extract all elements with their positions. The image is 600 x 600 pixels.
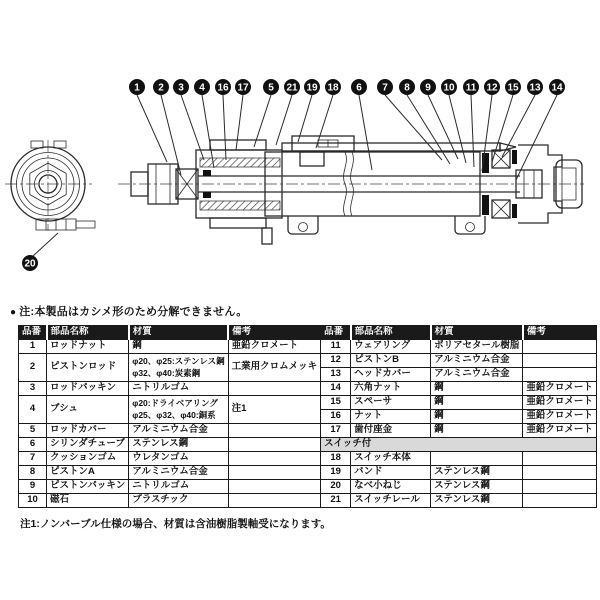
part-no: 4: [19, 396, 47, 424]
svg-text:10: 10: [443, 82, 455, 94]
part-no: 2: [19, 354, 47, 382]
part-name: スイッチレール: [351, 494, 431, 508]
callout-6: [351, 79, 372, 170]
cylinder-side-view: [118, 136, 584, 244]
remarks: 亜鉛クロメート: [523, 382, 597, 396]
switch-section-row: [321, 438, 597, 452]
material: 鋼: [431, 424, 523, 438]
part-name: スイッチ本体: [351, 452, 431, 466]
col-header-remarks: 備考: [228, 326, 321, 340]
part-name: スペーサ: [351, 396, 431, 410]
remarks: 亜鉛クロメート: [523, 424, 597, 438]
table-row: [19, 424, 321, 438]
part-no: 16: [321, 410, 351, 424]
table-row: [321, 340, 597, 354]
svg-text:12: 12: [486, 82, 498, 94]
parts-table-right: [320, 325, 597, 508]
parts-tables: [18, 325, 597, 508]
part-no: 17: [321, 424, 351, 438]
table-row: [19, 480, 321, 494]
svg-text:13: 13: [529, 82, 541, 94]
part-no: 13: [321, 368, 351, 382]
remarks: [228, 438, 321, 452]
part-no: 1: [19, 340, 47, 354]
material: ステンレス鋼: [129, 438, 228, 452]
part-name: ロッドパッキン: [47, 382, 129, 396]
part-no: 12: [321, 354, 351, 368]
svg-text:20: 20: [24, 258, 36, 270]
part-no: 19: [321, 466, 351, 480]
material: ニトリルゴム: [129, 480, 228, 494]
part-no: 15: [321, 396, 351, 410]
svg-text:9: 9: [425, 82, 431, 94]
svg-text:21: 21: [286, 82, 298, 94]
material: ニトリルゴム: [129, 382, 228, 396]
material-footnote: 注1:ノンバーブル仕様の場合、材質は含油樹脂製軸受になります。: [20, 518, 331, 530]
svg-text:3: 3: [178, 82, 184, 94]
part-no: 9: [19, 480, 47, 494]
callout-20: [22, 233, 58, 271]
material: ステンレス鋼: [431, 480, 523, 494]
svg-text:6: 6: [356, 82, 362, 94]
table-row: [321, 396, 597, 410]
callout-18: [316, 79, 341, 148]
part-name: 磁石: [47, 494, 129, 508]
table-row: [19, 466, 321, 480]
remarks: [523, 480, 597, 494]
table-row: [19, 340, 321, 354]
material: 鋼: [431, 382, 523, 396]
remarks: 亜鉛クロメート: [228, 340, 321, 354]
disassembly-note-text: 注:本製品はカシメ形のため分解できません。: [19, 306, 248, 318]
table-row: [19, 452, 321, 466]
end-view-rail-lug: [31, 141, 43, 148]
material: ステンレス鋼: [431, 466, 523, 480]
table-row: [321, 466, 597, 480]
table-row: [321, 382, 597, 396]
part-name: ピストンA: [47, 466, 129, 480]
part-name: ロッドカバー: [47, 424, 129, 438]
material: φ20:ドライベアリング φ25、φ32、φ40:銅系: [129, 396, 228, 424]
table-header-row: [321, 326, 597, 340]
material: アルミニウム合金: [129, 424, 228, 438]
remarks: [523, 368, 597, 382]
svg-text:17: 17: [237, 82, 249, 94]
parts-table-left: [18, 325, 321, 508]
svg-text:14: 14: [551, 82, 563, 94]
table-row: [19, 494, 321, 508]
part-no: 5: [19, 424, 47, 438]
part-no: 21: [321, 494, 351, 508]
part-name: ナット: [351, 410, 431, 424]
svg-text:8: 8: [404, 82, 410, 94]
part-name: ロッドナット: [47, 340, 129, 354]
svg-text:16: 16: [217, 82, 229, 94]
svg-text:19: 19: [306, 82, 318, 94]
remarks: [523, 466, 597, 480]
table-row: [321, 368, 597, 382]
callout-11: [463, 79, 479, 167]
switch-section-label: スイッチ付: [321, 438, 597, 452]
mounting-foot: [455, 216, 485, 234]
part-name: ブシュ: [47, 396, 129, 424]
callout-5: [254, 79, 279, 147]
part-name: なべ小ねじ: [351, 480, 431, 494]
material: 鋼: [129, 340, 228, 354]
col-header-remarks: 備考: [523, 326, 597, 340]
part-no: 6: [19, 438, 47, 452]
remarks: 亜鉛クロメート: [523, 396, 597, 410]
col-header-material: 材質: [431, 326, 523, 340]
table-header-row: [19, 326, 321, 340]
col-header-material: 材質: [129, 326, 228, 340]
part-no: 14: [321, 382, 351, 396]
remarks: [228, 494, 321, 508]
part-no: 11: [321, 340, 351, 354]
material: 鋼: [431, 410, 523, 424]
bullet-icon: ●: [10, 307, 17, 318]
part-name: ウェアリング: [351, 340, 431, 354]
remarks: [523, 354, 597, 368]
table-row: [19, 382, 321, 396]
part-no: 7: [19, 452, 47, 466]
part-name: ピストンパッキン: [47, 480, 129, 494]
remarks: [228, 424, 321, 438]
remarks: [228, 466, 321, 480]
part-name: ヘッドカバー: [351, 368, 431, 382]
disassembly-note: [10, 303, 247, 319]
callout-21: [276, 79, 300, 145]
part-name: ピストンロッド: [47, 354, 129, 382]
material: φ20、φ25:ステンレス鋼 φ32、φ40:炭素鋼: [129, 354, 228, 382]
callout-4: [194, 79, 214, 168]
part-name: ピストンB: [351, 354, 431, 368]
col-header-part-name: 部品名称: [47, 326, 129, 340]
remarks: 工業用クロムメッキ: [228, 354, 321, 382]
part-name: 歯付座金: [351, 424, 431, 438]
material: アルミニウム合金: [431, 368, 523, 382]
svg-text:18: 18: [327, 82, 339, 94]
part-name: 六角ナット: [351, 382, 431, 396]
remarks: [523, 452, 597, 466]
table-row: [19, 396, 321, 424]
material: ポリアセタール樹脂: [431, 340, 523, 354]
material: プラスチック: [129, 494, 228, 508]
svg-text:1: 1: [134, 82, 140, 94]
callout-19: [298, 79, 320, 142]
svg-text:11: 11: [465, 82, 477, 94]
svg-text:7: 7: [382, 82, 388, 94]
svg-text:2: 2: [158, 82, 164, 94]
part-name: バンド: [351, 466, 431, 480]
material: ステンレス鋼: [431, 494, 523, 508]
callout-14: [516, 79, 565, 180]
col-header-part-no: 品番: [321, 326, 351, 340]
material: ウレタンゴム: [129, 452, 228, 466]
end-view-rail-lug: [54, 141, 66, 148]
table-row: [321, 480, 597, 494]
svg-text:4: 4: [199, 82, 205, 94]
table-row: [321, 410, 597, 424]
remarks: [228, 480, 321, 494]
remarks: [228, 452, 321, 466]
rod-packing-section: [200, 158, 280, 167]
remarks: 亜鉛クロメート: [523, 410, 597, 424]
material: 鋼: [431, 396, 523, 410]
material: アルミニウム合金: [129, 466, 228, 480]
table-row: [321, 494, 597, 508]
part-no: 10: [19, 494, 47, 508]
mounting-foot: [288, 216, 318, 234]
table-row: [19, 354, 321, 382]
cylinder-end-view: [5, 140, 95, 231]
part-name: クッションゴム: [47, 452, 129, 466]
table-row: [19, 438, 321, 452]
part-no: 8: [19, 466, 47, 480]
part-name: シリンダチューブ: [47, 438, 129, 452]
port-boss: [300, 152, 324, 166]
material: アルミニウム合金: [431, 354, 523, 368]
col-header-part-name: 部品名称: [351, 326, 431, 340]
svg-text:5: 5: [268, 82, 274, 94]
remarks: 注1: [228, 396, 321, 424]
part-no: 18: [321, 452, 351, 466]
table-row: [321, 424, 597, 438]
material: [431, 452, 523, 466]
svg-text:15: 15: [507, 82, 519, 94]
part-no: 20: [321, 480, 351, 494]
table-row: [321, 354, 597, 368]
remarks: [228, 382, 321, 396]
callout-16: [215, 79, 231, 160]
remarks: [523, 340, 597, 354]
col-header-part-no: 品番: [19, 326, 47, 340]
part-no: 3: [19, 382, 47, 396]
remarks: [523, 494, 597, 508]
table-row: [321, 452, 597, 466]
rod-crimp-section: [176, 169, 198, 199]
